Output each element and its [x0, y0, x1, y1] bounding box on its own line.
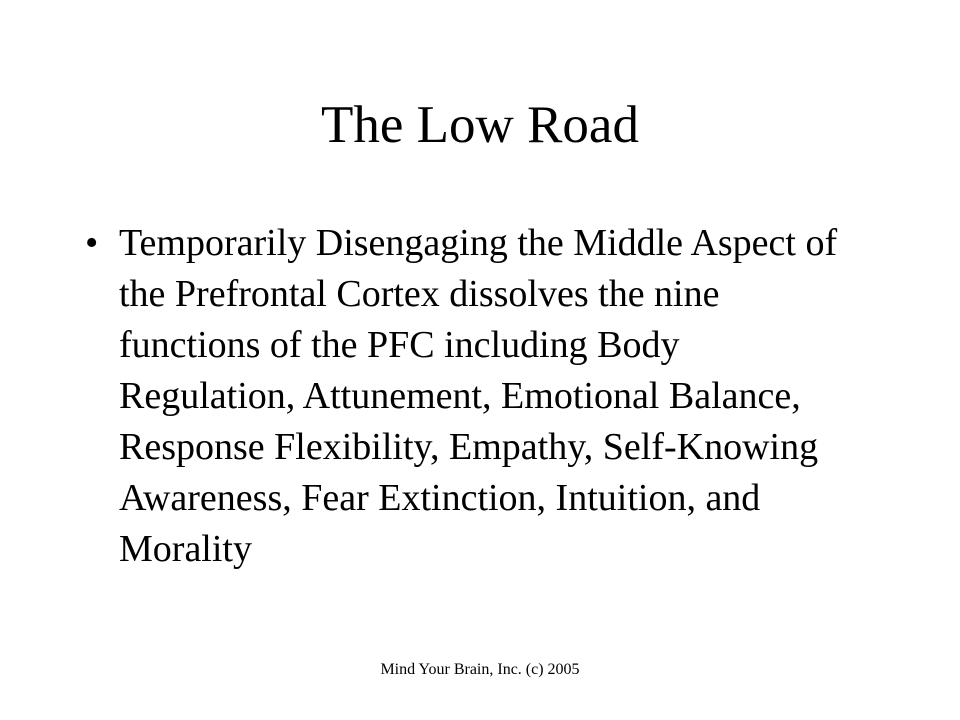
- footer-copyright: Mind Your Brain, Inc. (c) 2005: [380, 661, 580, 678]
- bullet-item: [0, 218, 849, 575]
- bullet-marker: •: [85, 222, 99, 264]
- bullet-text: Temporarily Disengaging the Middle Aspect of the Prefrontal Cortex dissolves the nine functions of the PFC including Body Regulation, Attunement, Emotional Balance, Response Flexibility, Empathy, Self-Knowing Awareness, Fear Extinction, Intuition, and Morality: [119, 222, 838, 570]
- slide-title: The Low Road: [321, 96, 639, 154]
- bullet-list: [0, 218, 960, 575]
